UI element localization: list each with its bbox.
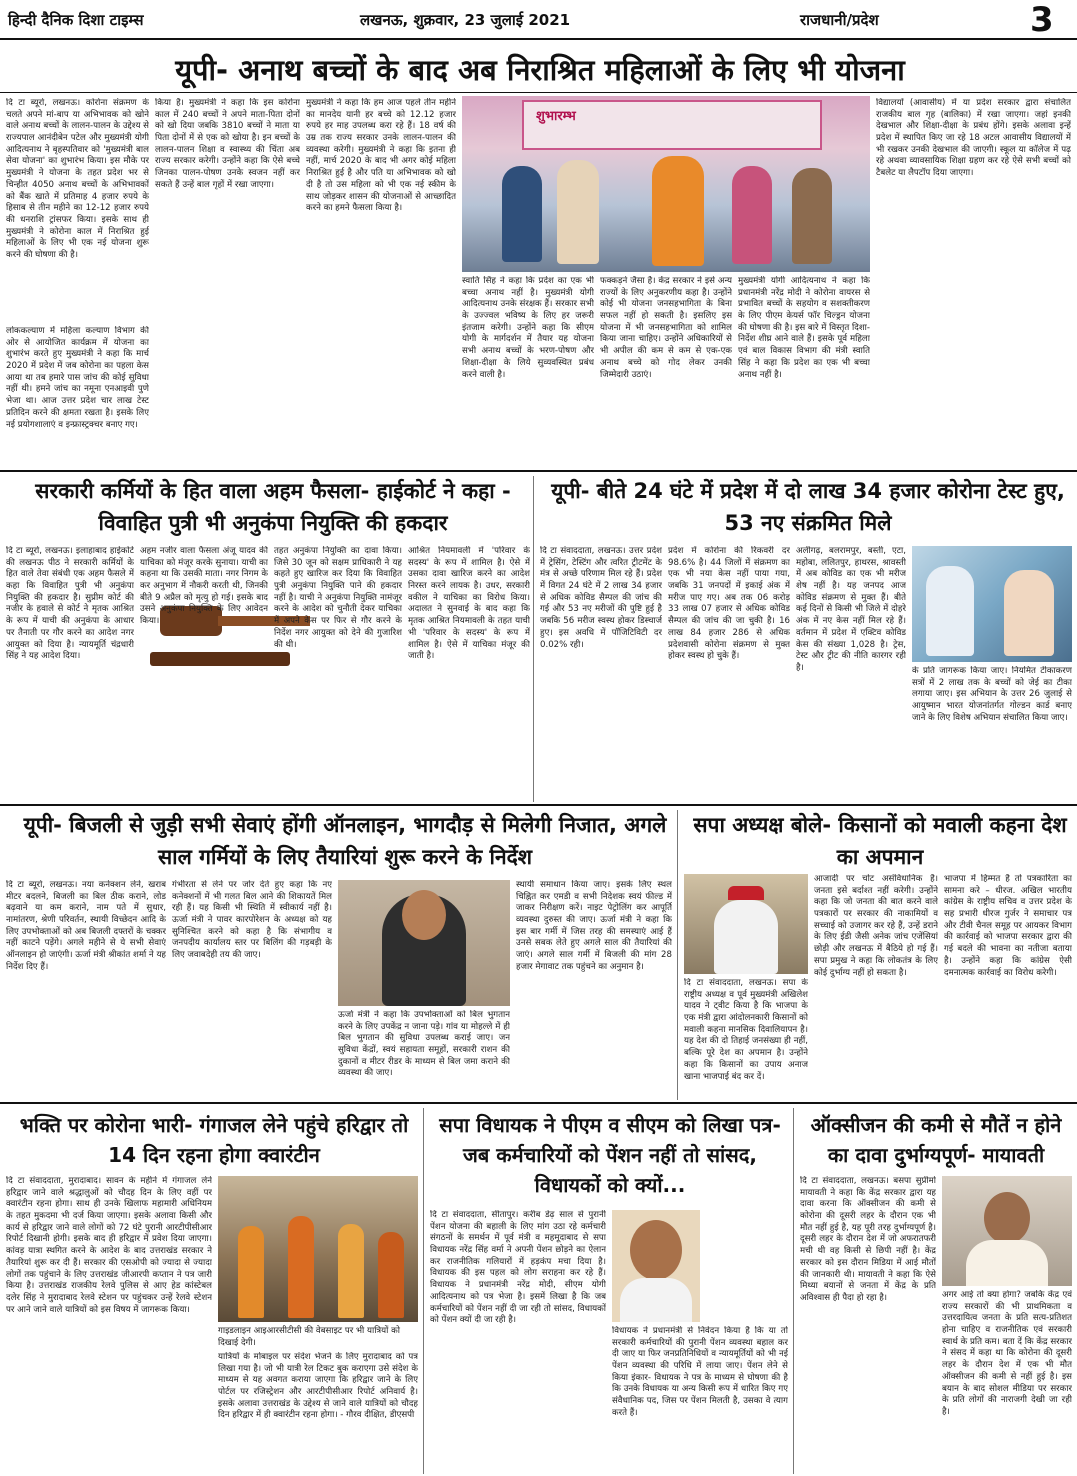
story4-col1: दि टा ब्यूरो, लखनऊ। नया कनेक्शन लेने, खराब मीटर बदलने, बिजली का बिल ठीक कराने, लोड बढ़वाने या कम कराने, नाम पते में सुधार, नामांतरण, श्रेणी परिवर्तन, स्थायी विच्छेदन आदि के लिए उपभोक्ताओं को अब बिजली दफ्तरों के चक्कर नहीं काटने पड़ेंगे। अगले महीने से ये सभी सेवाएं ऑनलाइन हो जाएंगी। ऊर्जा मंत्री श्रीकांत शर्मा ने यह निर्देश दिए हैं।	[6, 880, 166, 972]
story3-col2: प्रदेश में कोरोना की रिकवरी दर 98.6% है। 44 जिलों में संक्रमण का एक भी नया केस नहीं पाया गया, जबकि 31 जनपदों में इकाई अंक में मरीज पाए गए। अब तक 06 करोड़ 33 लाख 07 हजार से अधिक कोविड सैम्पल की जांच की जा चुकी है। 16 लाख 84 हजार 286 से अधिक प्रदेशवासी कोरोना संक्रमण से मुक्त होकर स्वस्थ हो चुके हैं।	[668, 546, 790, 662]
story2-col4: आश्रित नियमावली में 'परिवार के सदस्य' के रूप में शामिल है। ऐसे में उसका दावा खारिज करने का आदेश निरस्त करने लायक है। उधर, सरकारी वकील ने याचिका का विरोध किया। अदालत ने सुनवाई के बाद कहा कि मृतक आश्रित नियमावली के तहत याची भी 'परिवार के सदस्य' के रूप में शामिल है। ऐसे में याचिका मंजूर की जाती है।	[408, 546, 530, 662]
section-divider	[0, 804, 1077, 806]
story5-col3: भाजपा में हिम्मत है तो पत्रकारिता का सामना करे – धीरज. अखिल भारतीय कांग्रेस के राष्ट्रीय सचिव व उत्तर प्रदेश के सह प्रभारी धीरज गुर्जर ने समाचार पत्र और टीवी चैनल समूह पर आयकर विभाग की कार्रवाई को भाजपा सरकार द्वारा की गई बदले की भावना का नतीजा बताया है। उन्होंने कहा कि कांग्रेस ऐसी दमनात्मक कार्रवाई का विरोध करेगी।	[944, 874, 1072, 978]
akhilesh-photo	[684, 874, 808, 974]
page-masthead	[0, 0, 1077, 40]
guest-figure	[652, 156, 704, 266]
story7-col2: विधायक ने प्रधानमंत्री से निवेदन किया है कि या तो सरकारी कर्मचारियों की पुरानी पेंशन व्यवस्था बहाल कर दी जाए या फिर जनप्रतिनिधियों व न्यायमूर्तियों को भी नई पेंशन व्यवस्था की परिधि में लाया जाए। पेंशन लेने से किया इंकार- विधायक ने पत्र के माध्यम से घोषणा की है कि उनके विधायक या अन्य किसी रूप में धारित किए गए संवैधानिक पद, जिस पर पेंशन मिलती है, उसका वे त्याग करते हैं।	[612, 1326, 788, 1418]
section-name: राजधानी/प्रदेश	[800, 11, 879, 29]
guest-figure	[557, 160, 599, 264]
column-divider	[533, 476, 534, 802]
story6-headline: भक्ति पर कोरोना भारी- गंगाजल लेने पहुंचे हरिद्वार तो 14 दिन रहना होगा क्वारंटीन	[19, 1113, 409, 1167]
mla-portrait	[612, 1210, 700, 1322]
kanwar-photo-caption: गाइडलाइन आइआरसीटीसी की वेबसाइट पर भी यात्रियों को दिखाई देगी।	[218, 1326, 400, 1348]
dateline: लखनऊ, शुक्रवार, 23 जुलाई 2021	[360, 11, 571, 29]
story5-col1: दि टा संवाददाता, लखनऊ। सपा के राष्ट्रीय अध्यक्ष व पूर्व मुख्यमंत्री अखिलेश यादव ने ट्वीट किया है कि भाजपा के एक मंत्री द्वारा आंदोलनकारी किसानों को मवाली कहना मानसिक दिवालियापन है। यह देश की दो तिहाई जनसंख्या ही नहीं, बल्कि पूरे देश का अपमान है। उन्होंने कहा कि किसानों का उपाय अनाज खाना भाजपाई बंद कर दें।	[684, 978, 808, 1082]
guest-figure	[732, 166, 772, 264]
story2-col2: अहम नजीर वाला फैसला अंजू यादव की याचिका को मंजूर करके सुनाया। याची का कहना था कि उसकी माता। नगर निगम के कर अनुभाग में नौकरी करती थी, जिनकी बीते 9 अप्रैल को मृत्यु हो गई। इसके बाद उसने अनुकंपा नियुक्ति के लिए आवेदन किया।	[140, 546, 268, 627]
story1-col1: दि टा ब्यूरो, लखनऊ। कोरोना संक्रमण के चलते अपने मां-बाप या अभिभावक को खोने वाले अनाथ बच्चों के लालन-पालन के उद्देश्य से राज्यपाल आनंदीबेन पटेल और मुख्यमंत्री योगी आदित्यनाथ ने बृहस्पतिवार को 'मुख्यमंत्री बाल सेवा योजना' का शुभारंभ किया। इस मौके पर मुख्यमंत्री ने योजना के तहत प्रदेश भर से चिन्हीत 4050 अनाथ बच्चों के अभिभावकों को बैंक खाते में प्रतिमाह 4 हजार रुपये के हिसाब से तीन महीने का 12-12 हजार रुपये की धनराशि ट्रांसफर किया। इसके साथ ही मुख्यमंत्री ने कोरोना काल में निराश्रित हुई महिलाओं के लिए भी एक नई योजना शुरू करने की घोषणा की है।	[6, 98, 149, 260]
story1-launch-photo	[462, 96, 870, 272]
story1-col10: विद्यालयों (आवासीय) में या प्रदेश सरकार द्वारा संचालित राजकीय बाल गृह (बालिका) में रखा जाएगा। जहां इनकी देखभाल और शिक्षा-दीक्षा के प्रबंध होंगे। इसके अलावा इन्हें प्रदेश में स्थापित किए जा रहे 18 अटल आवासीय विद्यालयों में भी रखकर उनकी देखभाल की जाएगी। स्कूल या कॉलेज में पढ़ रहे अथवा व्यावसायिक शिक्षा ग्रहण कर रहे ऐसे सभी बच्चों को टैबलेट या लैपटॉप दिया जाएगा।	[876, 98, 1071, 179]
pilgrim-figure	[378, 1232, 404, 1318]
story1-col6: मुख्यमंत्री योगी आदित्यनाथ ने कहा कि प्रधानमंत्री नरेंद्र मोदी ने कोरोना वायरस से प्रभावित बच्चों के सहयोग व सशक्तीकरण के लिए पीएम केयर्स फॉर चिल्ड्रन योजना की घोषणा की है। इस बारे में विस्तृत दिशा-निर्देश शीघ्र आने वाले हैं। इसके पूर्व महिला एवं बाल विकास विभाग की मंत्री स्वाति सिंह ने कहा कि प्रदेश का एक भी बच्चा अनाथ नहीं है।	[738, 276, 870, 380]
mayawati-photo	[942, 1176, 1072, 1286]
pilgrim-figure	[288, 1216, 314, 1318]
kanwar-pilgrims-photo	[218, 1176, 418, 1322]
story1-col8: फक्कड़ने जैसा है। केंद्र सरकार ने इसे अन्य राज्यों के लिए अनुकरणीय कहा है। उन्होंने कोई भी योजना जनसहभागिता के बिना सफल नहीं हो सकती है। इसलिए इस योजना में भी जनसहभागिता को शामिल किया जाना चाहिए। उन्होंने अधिकारियों से भी अपील की कम से कम से एक-एक अनाथ बच्चे को गोद लेकर उनकी जिम्मेदारी उठाएं।	[600, 276, 732, 380]
story3-headline: यूपी- बीते 24 घंटे में प्रदेश में दो लाख 34 हजार कोरोना टेस्ट हुए, 53 नए संक्रमित मिले	[551, 479, 1065, 535]
section-divider	[0, 1102, 1077, 1104]
energy-minister-photo	[338, 880, 510, 1006]
story5-headline: सपा अध्यक्ष बोले- किसानों को मवाली कहना देश का अपमान	[693, 813, 1067, 869]
story5-col2: आजादी पर चोट असंविधानिक है। जनता इसे बर्दाश्त नहीं करेगी। उन्होंने कहा कि जो जनता की बात करने वाले पत्रकारों पर सरकार की नाकामियों व सच्चाई को उजागर कर रहे हैं, उन्हें डराने के लिए ईडी जैसी अनेक जांच एजेंसियां छोड़ी और लखनऊ में बैठिये हो गई हैं। सपा प्रमुख ने कहा कि लोकतंत्र के लिए कोई दुर्भाग्य नहीं हो सकता है।	[814, 874, 938, 978]
story2-col1: दि टा ब्यूरो, लखनऊ। इलाहाबाद हाईकोर्ट की लखनऊ पीठ ने सरकारी कर्मियों के हित वाले तेवा संबंधी एक अहम फैसले में कहा कि विवाहित पुत्री भी अनुकंपा नियुक्ति की हकदार है। सुप्रीम कोर्ट की नजीर के हवाले से कोर्ट ने मृतक आश्रित के रूप में याची की अनुकंपा के आधार पर तैनाती पर गौर करने का आदेश नगर आयुक्त को दिया है। न्यायमूर्ति चंद्रधारी सिंह ने यह आदेश दिया।	[6, 546, 134, 662]
guest-figure	[792, 168, 832, 264]
story4-col2: गंभीरता से लेने पर जोर देते हुए कहा कि नए कनेक्शनों में भी गलत बिल आने की शिकायतें मिल रही हैं। यह किसी भी स्थिति में स्वीकार्य नहीं है। ऊर्जा मंत्री ने पावर कारपोरेशन के अध्यक्ष को यह सुनिश्चित करने को कहा है कि संभागीय व जनपदीय कार्यालय स्तर पर बिलिंग की गड़बड़ी के लिए जवाबदेही तय की जाए।	[172, 880, 332, 961]
story4-headline: यूपी- बिजली से जुड़ी सभी सेवाएं होंगी ऑनलाइन, भागदौड़ से मिलेगी निजात, अगले साल गर्मियों के लिए तैयारियां शुरू करने के निर्देश	[23, 813, 667, 869]
story1-col3: किया है। मुख्यमंत्री ने कहा कि इस कोरोना काल में 240 बच्चों ने अपने माता-पिता दोनों को खो दिया जबकि 3810 बच्चों ने माता या पिता दोनों में से एक को खोया है। इन बच्चों के लालन-पालन शिक्षा व स्वास्थ्य की चिंता अब राज्य सरकार करेगी। उन्होंने कहा कि ऐसे बच्चे जिनका पालन-पोषण उनके स्वजन नहीं कर सकते हैं उन्हें बाल गृहों में रखा जाएगा।	[155, 98, 300, 190]
story1-headline: यूपी- अनाथ बच्चों के बाद अब निराश्रित महिलाओं के लिए भी योजना	[175, 53, 905, 87]
portrait-face	[630, 1220, 682, 1280]
newspaper-name: हिन्दी दैनिक दिशा टाइम्स	[8, 11, 144, 29]
banner-text: शुभारम्भ	[536, 109, 576, 124]
story4-col3: ऊर्जा मंत्री ने कहा कि उपभोक्ताओं को बिल भुगतान करने के लिए उपकेंद्र न जाना पड़े। गांव या मोहल्ले में ही बिल भुगतान की सुविधा उपलब्ध कराई जाए। जन सुविधा केंद्रों, स्वयं सहायता समूहों, सरकारी राशन की दुकानों व मीटर रीडर के माध्यम से बिल जमा कराने की व्यवस्था की जाए।	[338, 1010, 510, 1079]
patient	[1004, 570, 1054, 656]
page-number: 3	[1030, 0, 1054, 40]
story2-col3: तहत अनुकंपा नियुक्ति का दावा किया। जिसे 30 जून को सक्षम प्राधिकारी ने यह कहते हुए खारिज कर दिया कि विवाहित पुत्री अनुकंपा नियुक्ति पाने की हकदार नहीं है। याची ने अनुकंपा नियुक्ति नामंजूर करने के आदेश को चुनौती देकर याचिका में अपने केस पर फिर से गौर करने के निर्देश नगर आयुक्त को देने की गुजारिश की थी।	[274, 546, 402, 650]
story1-col2: लोककल्याण में महिला कल्याण विभाग की ओर से आयोजित कार्यक्रम में योजना का शुभारंभ करते हुए मुख्यमंत्री ने कहा कि मार्च 2020 में प्रदेश में जब कोरोना का पहला केस आया था तब हमारे पास जांच की कोई सुविधा नहीं थी। हमने जांच का नमूना एनआइवी पुणे भेजा था। आज उत्तर प्रदेश चार लाख टेस्ट प्रतिदिन करने की क्षमता रखता है। इसके लिए नई प्रयोगशालाएं व इन्फ्रास्ट्रक्चर बनाए गए।	[6, 326, 149, 430]
portrait-body	[620, 1278, 692, 1322]
pilgrim-figure	[338, 1224, 364, 1318]
story3-col4: के प्रति जागरूक किया जाए। नियमित टीकाकरण सत्रों में 2 लाख तक के बच्चों को जेई का टीका लगाया जाए। इस अभियान के उत्तर 26 जुलाई से आयुष्मान भारत योजनांतर्गत गोल्डन कार्ड बनाए जाने के लिए विशेष अभियान संचालित किया जाए।	[912, 666, 1072, 723]
speaker-cap	[728, 886, 764, 900]
stage-banner	[522, 100, 822, 150]
story1-col7: स्वाति सिंह ने कहा कि प्रदेश का एक भी बच्चा अनाथ नहीं है। मुख्यमंत्री योगी आदित्यनाथ उनके संरक्षक हैं। सरकार सभी के उज्ज्वल भविष्य के लिए हर जरूरी इंतजाम करेगी। उन्होंने कहा कि सीएम योगी के मार्गदर्शन में तैयार यह योजना सभी अनाथ बच्चों के भरण-पोषण और शिक्षा-दीक्षा के लिये सुव्यवस्थित प्रबंध करने वाली है।	[462, 276, 594, 380]
story8-col2: अगर आई तो क्या होगा? जबकि केंद्र एवं राज्य सरकारों की भी प्राथमिकता व उत्तरदायित्व जनता के प्रति सत्य-प्रतिशत होना चाहिए व राजनीतिक एवं सरकारी स्वार्थ के प्रति कम। बता दें कि केंद्र सरकार ने संसद में कहा था कि कोरोना की दूसरी लहर के दौरान देश में एक भी मौत ऑक्सीजन की कमी से नहीं हुई है। इस बयान के बाद सोशल मीडिया पर सरकार के प्रति लोगों की नाराजगी देखी जा रही है।	[942, 1290, 1072, 1417]
health-worker	[926, 566, 974, 656]
story7-headline: सपा विधायक ने पीएम व सीएम को लिखा पत्र-जब कर्मचारियों को पेंशन नहीं तो सांसद, विधायकों को क्यों...	[439, 1113, 781, 1197]
section-divider	[0, 470, 1077, 472]
minister-face	[402, 890, 446, 940]
story3-col3: अलीगढ़, बलरामपुर, बस्ती, एटा, महोबा, ललितपुर, हाथरस, श्रावस्ती में अब कोविड का एक भी मरीज शेष नहीं है। यह जनपद आज कोविड संक्रमण से मुक्त हैं। बीते कई दिनों से किसी भी जिले में दोहरे अंक में नए केस नहीं मिल रहे हैं। वर्तमान में प्रदेश में एक्टिव कोविड केस की संख्या 1,028 है। ट्रेस, टेस्ट और ट्रीट की नीति कारगर रही है।	[796, 546, 906, 673]
column-divider	[793, 1108, 794, 1474]
portrait-face	[984, 1192, 1030, 1244]
speaker-figure	[714, 900, 778, 974]
story2-headline: सरकारी कर्मियों के हित वाला अहम फैसला- हाईकोर्ट ने कहा - विवाहित पुत्री भी अनुकंपा नियुक्ति की हकदार	[35, 479, 511, 535]
story1-col5: मुख्यमंत्री ने कहा कि हम आज पहले तीन महीने का मानदेय यानी हर बच्चे को 12.12 हजार रुपये हर माह उपलब्ध करा रहे हैं। 18 वर्ष की उम्र तक राज्य सरकार उनके लालन-पालन की व्यवस्था करेगी। मुख्यमंत्री ने कहा कि इतना ही नहीं, मार्च 2020 के बाद भी अगर कोई महिला निराश्रित हुई है और पति या अभिभावक को खो दी है तो उस महिला को भी एक नई स्कीम के साथ जोड़कर शासन की योजनाओं से आच्छादित करने का हमने फैसला किया है।	[306, 98, 456, 214]
story6-col2: यात्रियों के मोबाइल पर संदेश भेजने के लिए मुरादाबाद को पत्र लिखा गया है। जो भी यात्री रेल टिकट बुक कराएगा उसे संदेश के माध्यम से यह अवगत कराया जाएगा कि हरिद्वार जाने के लिए पोर्टल पर रजिस्ट्रेशन और आरटीपीसीआर रिपोर्ट अनिवार्य है। इसके अलावा उत्तराखंड के उद्देश्य से जाने वाले यात्रियों को चौदह दिन हरिद्वार में ही क्वारंटीन रहना होगा। - गौरव दीक्षित, डीएसपी	[218, 1352, 418, 1421]
column-divider	[677, 810, 678, 1100]
pilgrim-figure	[238, 1226, 264, 1318]
story8-col1: दि टा संवाददाता, लखनऊ। बसपा सुप्रीमो मायावती ने कहा कि केंद्र सरकार द्वारा यह दावा करना कि ऑक्सीजन की कमी से कोरोना की दूसरी लहर के दौरान एक भी मौत नहीं हुई है, यह पूरी तरह दुर्भाग्यपूर्ण है। दूसरी लहर के दौरान देश में जो अफरातफरी मची थी वह किसी से छिपी नहीं है। केंद्र सरकार को इस दौरान मिडिया में आई मौतों की जानकारी थी। मायावती ने कहा कि ऐसे मिथ्या बयानों से जनता में केंद्र के प्रति अविश्वास ही पैदा हो रहा है।	[800, 1176, 936, 1303]
story3-col1: दि टा संवाददाता, लखनऊ। उत्तर प्रदेश में ट्रेसिंग, टेस्टिंग और त्वरित ट्रीटमेंट के मंत्र से अच्छे परिणाम मिल रहे हैं। प्रदेश में विगत 24 घंटे में 2 लाख 34 हजार से अधिक कोविड सैम्पल की जांच की गई और 53 नए मरीजों की पुष्टि हुई है जबकि 56 मरीज स्वस्थ होकर डिस्चार्ज हुए। इस अवधि में पॉजिटिविटी दर 0.02% रही।	[540, 546, 662, 650]
testing-photo	[912, 546, 1072, 662]
column-divider	[423, 1108, 424, 1474]
story7-col1: दि टा संवाददाता, सीतापुर। करीब डेढ़ साल से पुरानी पेंशन योजना की बहाली के लिए मांग उठा रहे कर्मचारी संगठनों के समर्थन में पूर्व मंत्री व महमूदाबाद से सपा विधायक नरेंद्र सिंह वर्मा ने अपनी पेंशन छोड़ने का ऐलान कर राजनीतिक गलियारों में हड़कंप मचा दिया है। विधायक की इस पहल को लोग सराहना कर रहे हैं। विधायक ने प्रधानमंत्री नरेंद्र मोदी, सीएम योगी आदित्यनाथ को पत्र भेजा है। इसमें लिखा है कि जब कर्मचारियों को पेंशन नहीं दी जा रही तो सांसद, विधायकों को पेंशन क्यों दी जा रही है।	[430, 1210, 606, 1326]
story1-divider	[0, 92, 1077, 93]
story6-col1: दि टा संवाददाता, मुरादाबाद। सावन के महीने में गंगाजल लेने हरिद्वार जाने वाले श्रद्धालुओं को चौदह दिन के लिए वहीं पर क्वारंटीन रहना होगा। साथ ही उनके खिलाफ महामारी अधिनियम के तहत मुकदमा भी दर्ज किया जाएगा। इसके अलावा किसी और कार्य से हरिद्वार जाने वाले लोगों को 72 घंटे पुरानी आरटीपीसीआर रिपोर्ट दिखानी होगी। इसके बाद ही हरिद्वार में प्रवेश दिया जाएगा। कांवड़ यात्रा स्थगित करने के आदेश के बाद उत्तराखंड सरकार ने तैयारियां शुरू कर दी हैं। सरकार की एसओपी को ज्यादा से ज्यादा लोगों तक पहुंचाने के लिए उत्तराखंड जीआरपी कप्तान ने पत्र जारी किया है। उत्तराखंड राजकीय रेलवे पुलिस से आए हेड कांस्टेबल दलेर सिंह ने मुरादाबाद रेलवे स्टेशन पर पहुंचकर उन्हें रेलवे स्टेशन पर आने जाने वाले यात्रियों को इस विषय में जागरूक किया।	[6, 1176, 212, 1315]
guest-figure	[502, 166, 542, 262]
story8-headline: ऑक्सीजन की कमी से मौतें न होने का दावा दुर्भाग्यपूर्ण- मायावती	[810, 1113, 1062, 1167]
story4-col4: स्थायी समाधान किया जाए। इसके लिए स्थल चिह्नित कर एमडी व सभी निदेशक स्वयं फील्ड में जाकर निरीक्षण करें। नाइट पेट्रोलिंग कर आपूर्ति व्यवस्था दुरुस्त की जाए। ऊर्जा मंत्री ने कहा कि इस बार गर्मी में जिस तरह की समस्याएं आई हैं उनसे सबक लेते हुए अगले साल की तैयारियां की जाएं। अगले साल गर्मी में बिजली की मांग 28 हजार मेगावाट तक पहुंचने का अनुमान है।	[516, 880, 672, 972]
portrait-body	[966, 1240, 1048, 1286]
